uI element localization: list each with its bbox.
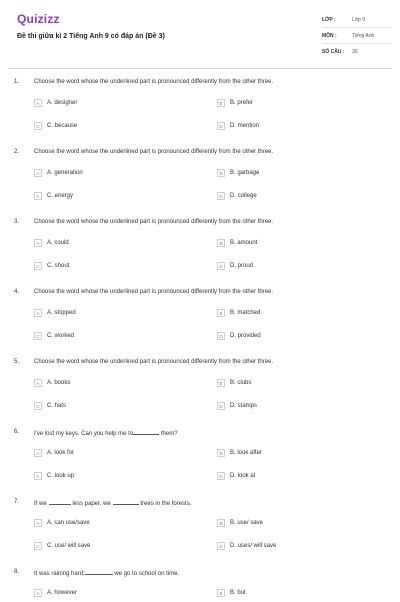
option-d[interactable] [217, 402, 257, 410]
option-text: B. use/ save [230, 520, 264, 526]
option-text: A. could [47, 240, 69, 246]
question-number: 5. [14, 359, 20, 365]
option-letter-box: C [34, 262, 42, 270]
option-d[interactable] [217, 472, 255, 480]
option-text: A. however [47, 590, 78, 596]
option-text: D. look at [230, 473, 256, 479]
question-text: Choose the word whose the underlined part is pronounced differently from the other three. [34, 149, 274, 155]
option-text: B. amount [230, 240, 258, 246]
worksheet-title: Đề thi giữa kì 2 Tiếng Anh 9 có đáp án (Đề 3) [17, 33, 165, 40]
option-c[interactable] [34, 472, 74, 480]
question-number: 8. [14, 569, 20, 575]
option-text: B. prefer [230, 100, 254, 106]
option-d[interactable] [217, 122, 259, 130]
question-5 [0, 352, 400, 422]
option-d[interactable] [217, 262, 253, 270]
question-8 [0, 562, 400, 602]
option-c[interactable] [34, 122, 77, 130]
question-text [34, 429, 178, 437]
option-text: B. look after [230, 450, 263, 456]
worksheet-header [8, 6, 392, 69]
option-letter-box: B [217, 449, 225, 457]
option-a[interactable] [34, 519, 90, 527]
question-number: 3. [14, 219, 20, 225]
option-d[interactable] [217, 542, 276, 550]
option-b[interactable] [217, 519, 263, 527]
option-d[interactable] [217, 192, 257, 200]
option-b[interactable] [217, 589, 246, 597]
question-4 [0, 282, 400, 352]
option-c[interactable] [34, 192, 73, 200]
option-b[interactable] [217, 99, 253, 107]
question-text-part: I've lost my keys. Can you help me to [34, 431, 134, 437]
option-c[interactable] [34, 332, 74, 340]
option-b[interactable] [217, 309, 260, 317]
option-letter-box: A [34, 519, 42, 527]
option-text: C. look up [47, 473, 75, 479]
option-letter-box: B [217, 379, 225, 387]
question-text: Choose the word whose the underlined part is pronounced differently from the other three. [34, 359, 274, 365]
option-letter-box: C [34, 472, 42, 480]
question-text-part: If we [34, 501, 47, 507]
meta-label: LỚP : [322, 16, 336, 23]
option-letter-box: B [217, 309, 225, 317]
option-text: A. generation [47, 170, 83, 176]
answer-blank [113, 499, 139, 505]
meta-value: Tiếng Anh [352, 32, 375, 39]
option-letter-box: D [217, 192, 225, 200]
question-text-part: them? [159, 431, 178, 437]
question-6 [0, 422, 400, 492]
option-text: B. clubs [230, 380, 252, 386]
option-text: A. designer [47, 100, 78, 106]
meta-row-question-count [322, 44, 392, 59]
option-letter-box: A [34, 99, 42, 107]
question-number: 4. [14, 289, 20, 295]
option-text: B. garbage [230, 170, 260, 176]
answer-blank [133, 429, 159, 435]
option-text: A. look for [47, 450, 75, 456]
option-c[interactable] [34, 402, 66, 410]
question-2 [0, 142, 400, 212]
option-letter-box: C [34, 402, 42, 410]
option-letter-box: D [217, 542, 225, 550]
option-text: C. because [47, 123, 78, 129]
option-letter-box: B [217, 169, 225, 177]
meta-value: Lớp 9 [352, 16, 366, 23]
option-a[interactable] [34, 99, 77, 107]
question-7 [0, 492, 400, 562]
option-letter-box: A [34, 449, 42, 457]
option-a[interactable] [34, 169, 83, 177]
quizizz-logo: Quizizz [17, 12, 60, 26]
option-text: A. can use/save [47, 520, 90, 526]
question-text: Choose the word whose the underlined part is pronounced differently from the other three. [34, 79, 274, 85]
option-text: A. books [47, 380, 71, 386]
answer-blank [49, 499, 71, 505]
option-c[interactable] [34, 542, 90, 550]
option-text: D. provided [230, 333, 261, 339]
option-d[interactable] [217, 332, 261, 340]
meta-row-subject [322, 28, 392, 44]
option-letter-box: D [217, 402, 225, 410]
option-text: A. stopped [47, 310, 76, 316]
option-text: C. use/ will save [47, 543, 91, 549]
option-text: D. uses/ will save [230, 543, 277, 549]
option-a[interactable] [34, 239, 69, 247]
question-1 [0, 72, 400, 142]
question-number: 7. [14, 499, 20, 505]
option-letter-box: A [34, 379, 42, 387]
option-text: C. worked [47, 333, 75, 339]
question-list [0, 72, 400, 602]
option-letter-box: A [34, 309, 42, 317]
meta-label: SỐ CÂU : [322, 48, 345, 55]
option-text: C. shout [47, 263, 70, 269]
option-c[interactable] [34, 262, 69, 270]
question-3 [0, 212, 400, 282]
question-text-part: It was raining hard; [34, 571, 85, 577]
option-letter-box: D [217, 472, 225, 480]
question-text [34, 569, 179, 577]
question-text [34, 499, 191, 507]
option-b[interactable] [217, 239, 257, 247]
meta-row-class [322, 12, 392, 28]
option-a[interactable] [34, 309, 76, 317]
question-text: Choose the word whose the underlined part is pronounced differently from the other three. [34, 219, 274, 225]
option-b[interactable] [217, 169, 259, 177]
option-letter-box: D [217, 122, 225, 130]
option-letter-box: A [34, 169, 42, 177]
option-text: B. matched [230, 310, 261, 316]
option-letter-box: B [217, 519, 225, 527]
option-b[interactable] [217, 449, 262, 457]
question-number: 2. [14, 149, 20, 155]
question-text-part: less paper, we [70, 501, 111, 507]
meta-value: 30 [352, 48, 358, 55]
option-a[interactable] [34, 449, 74, 457]
option-text: C. hats [47, 403, 67, 409]
option-b[interactable] [217, 379, 251, 387]
option-text: C. energy [47, 193, 74, 199]
option-text: D. stamps [230, 403, 258, 409]
option-letter-box: C [34, 332, 42, 340]
option-letter-box: B [217, 239, 225, 247]
option-letter-box: D [217, 332, 225, 340]
option-text: D. proud [230, 263, 254, 269]
option-letter-box: D [217, 262, 225, 270]
option-letter-box: C [34, 542, 42, 550]
option-text: B. but [230, 590, 246, 596]
option-text: D. college [230, 193, 257, 199]
option-letter-box: B [217, 99, 225, 107]
option-letter-box: C [34, 122, 42, 130]
option-letter-box: A [34, 239, 42, 247]
option-a[interactable] [34, 589, 77, 597]
option-a[interactable] [34, 379, 70, 387]
option-letter-box: B [217, 589, 225, 597]
question-number: 1. [14, 79, 20, 85]
question-text: Choose the word whose the underlined part is pronounced differently from the other three. [34, 289, 274, 295]
question-text-part: we go to school on time. [112, 571, 180, 577]
answer-blank [85, 569, 113, 575]
question-number: 6. [14, 429, 20, 435]
option-letter-box: C [34, 192, 42, 200]
worksheet-meta [322, 12, 392, 59]
meta-label: MÔN : [322, 32, 337, 39]
option-text: D. mention [230, 123, 260, 129]
option-letter-box: A [34, 589, 42, 597]
question-text-part: trees in the forests. [138, 501, 192, 507]
